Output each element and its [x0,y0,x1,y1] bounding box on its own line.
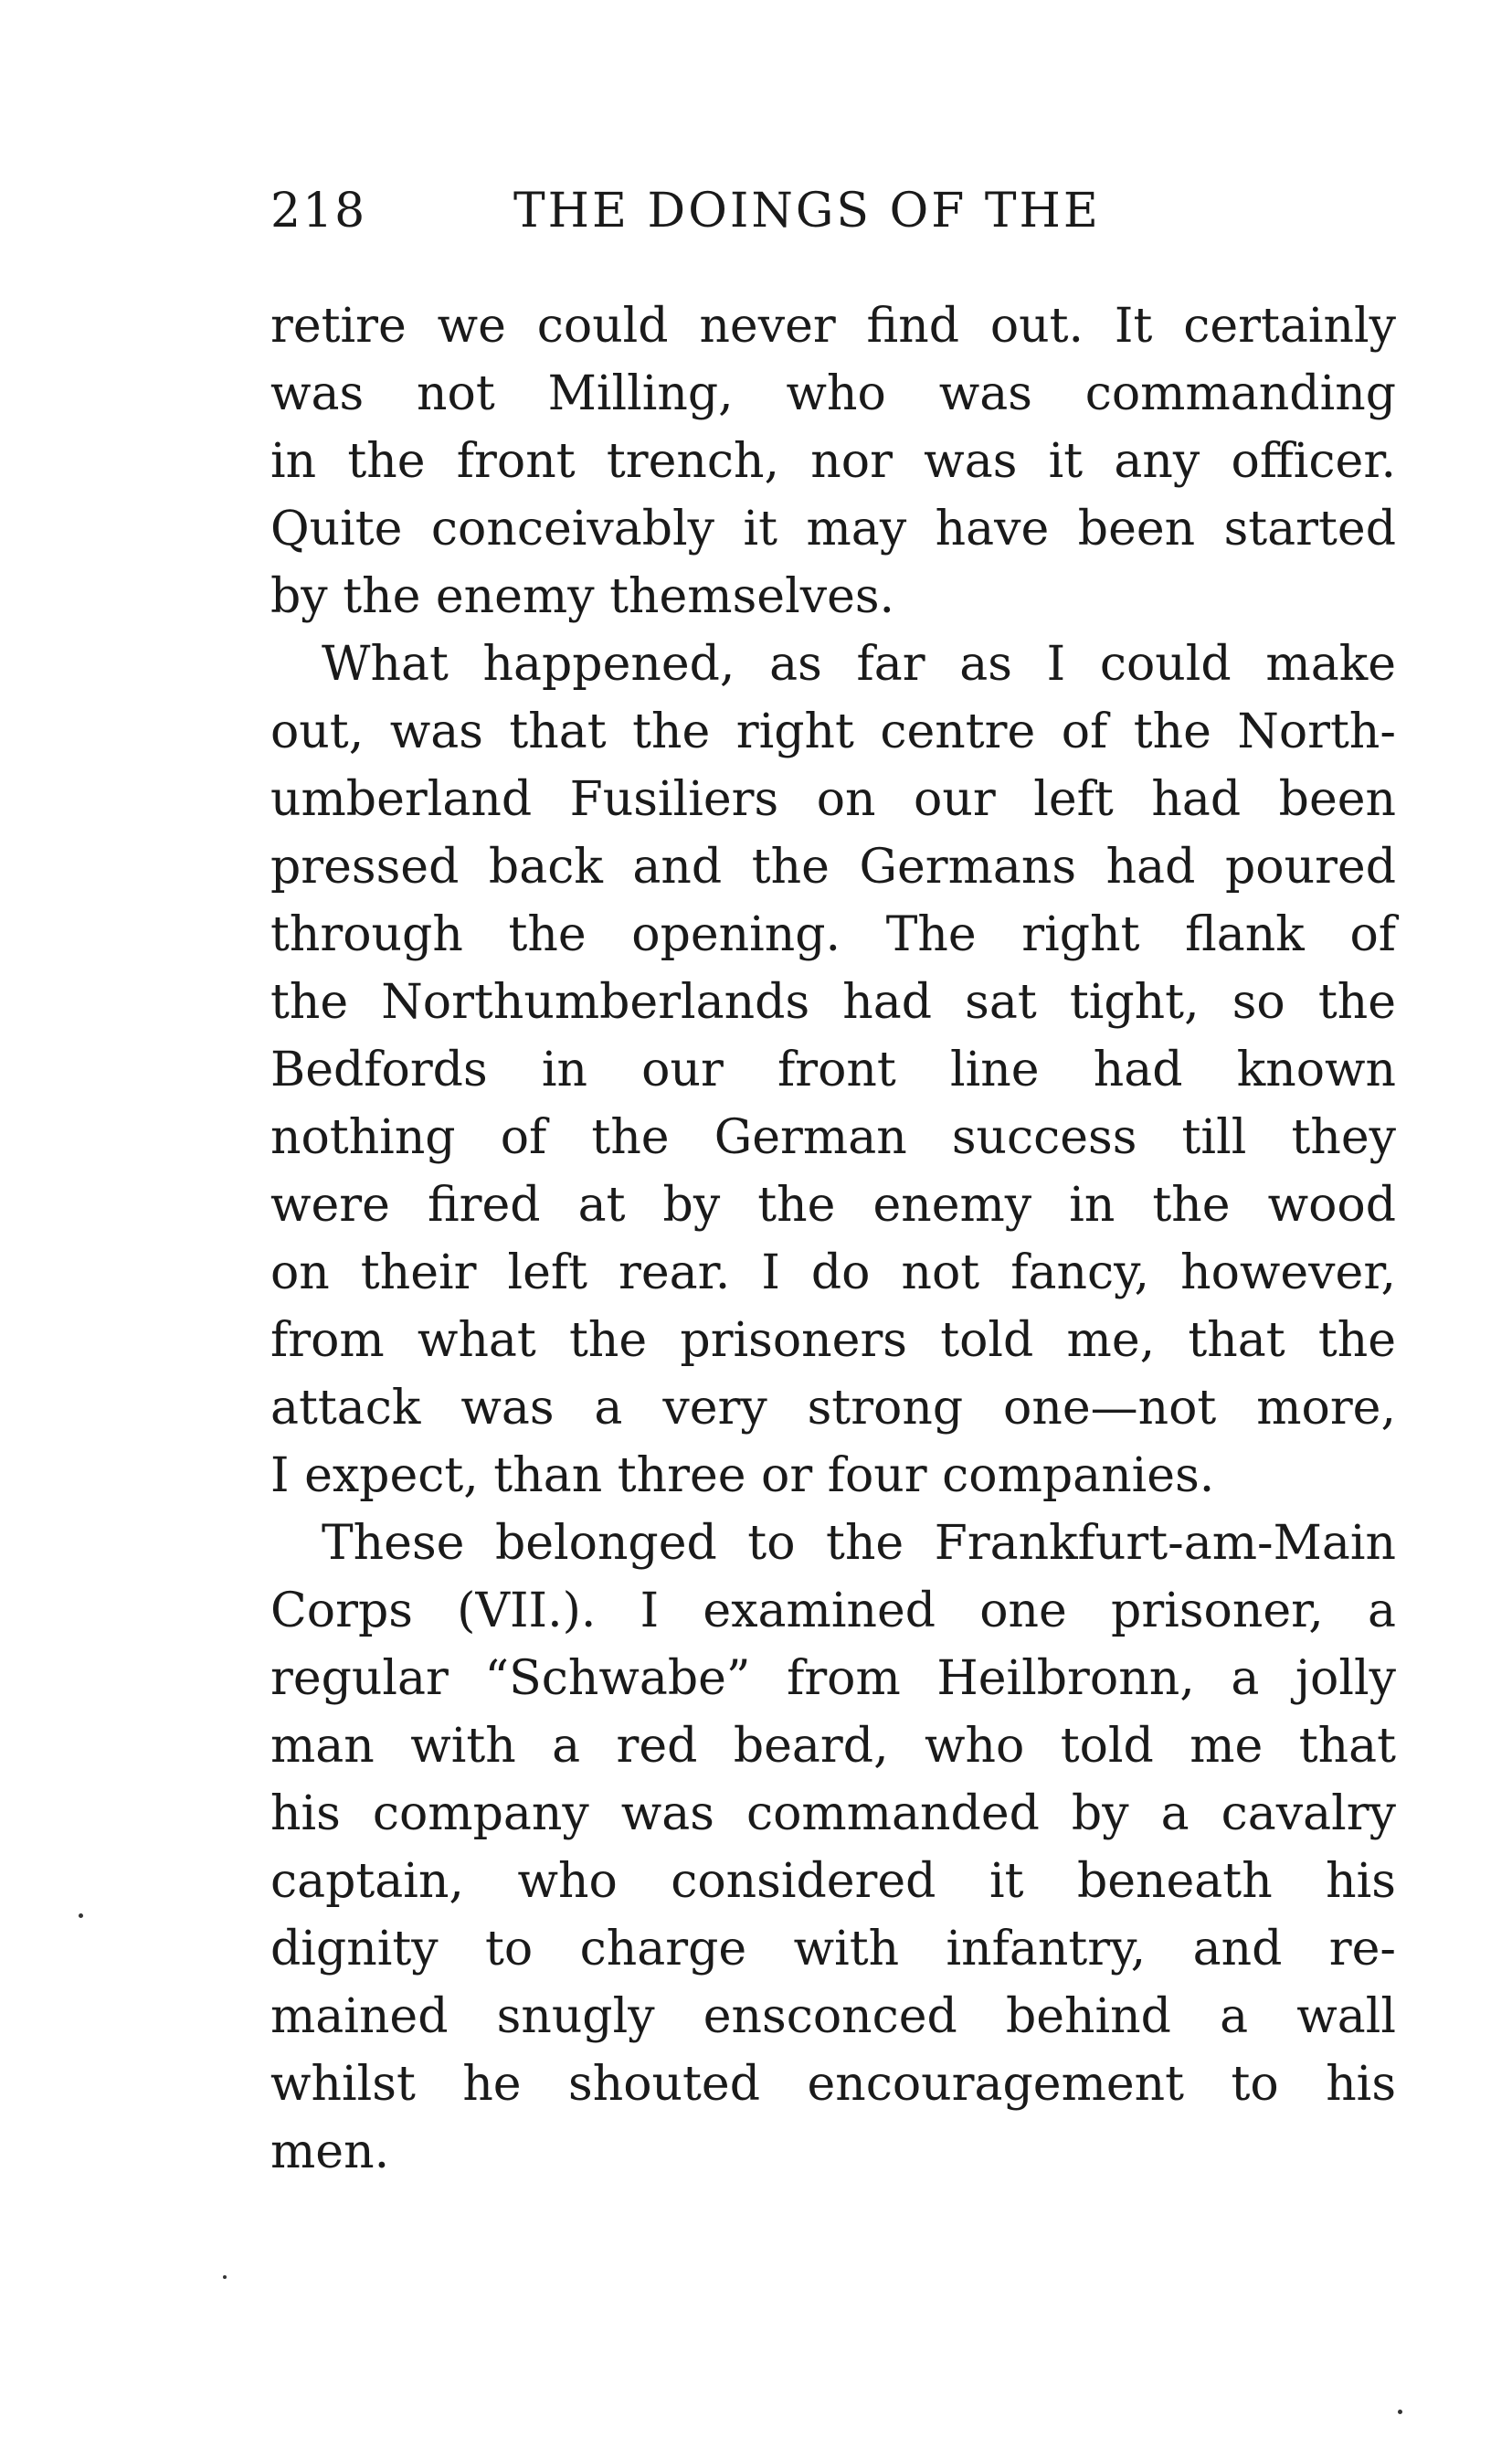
text-line: out, was that the right centre of the North- [270,705,1396,759]
text-line: his company was commanded by a cavalry [270,1786,1396,1841]
text-line: nothing of the German success till they [270,1110,1396,1165]
text-line: attack was a very strong one—not more, [270,1381,1396,1436]
text-line: whilst he shouted encouragement to his [270,2057,1396,2112]
text-line: were fired at by the enemy in the wood [270,1178,1396,1233]
page-number: 218 [270,184,367,238]
text-line: Bedfords in our front line had known [270,1043,1396,1097]
text-line: dignity to charge with infantry, and re- [270,1922,1396,1976]
text-line: regular “Schwabe” from Heilbronn, a jolly [270,1651,1396,1706]
text-line: in the front trench, nor was it any officer. [270,434,1396,489]
text-line: by the enemy themselves. [270,569,895,624]
text-line: men. [270,2124,390,2179]
scan-speck [79,1913,83,1918]
paragraph [270,1510,1396,2186]
paragraph [270,292,1396,630]
text-line: from what the prisoners told me, that the [270,1313,1396,1368]
text-line: retire we could never find out. It certainly [270,299,1396,354]
text-line: mained snugly ensconced behind a wall [270,1989,1396,2044]
text-line: through the opening. The right flank of [270,907,1396,962]
text-line: man with a red beard, who told me that [270,1719,1396,1774]
text-line: was not Milling, who was commanding [270,366,1396,421]
text-line: captain, who considered it beneath his [270,1854,1396,1909]
text-line: umberland Fusiliers on our left had been [270,772,1396,827]
running-title: THE DOINGS OF THE [513,184,1101,238]
scan-speck [1398,2410,1402,2414]
text-line: on their left rear. I do not fancy, however, [270,1245,1396,1300]
scan-speck [223,2275,227,2279]
text-line: the Northumberlands had sat tight, so the [270,975,1396,1030]
text-line: Quite conceivably it may have been started [270,502,1396,556]
text-line: Corps (VII.). I examined one prisoner, a [270,1584,1396,1638]
page-header [270,179,1403,243]
text-line: What happened, as far as I could make [322,637,1396,692]
paragraph [270,630,1396,1510]
body-text [270,292,1396,2186]
text-line: I expect, than three or four companies. [270,1448,1215,1503]
text-line: pressed back and the Germans had poured [270,840,1396,895]
text-line: These belonged to the Frankfurt-am-Main [322,1516,1396,1571]
